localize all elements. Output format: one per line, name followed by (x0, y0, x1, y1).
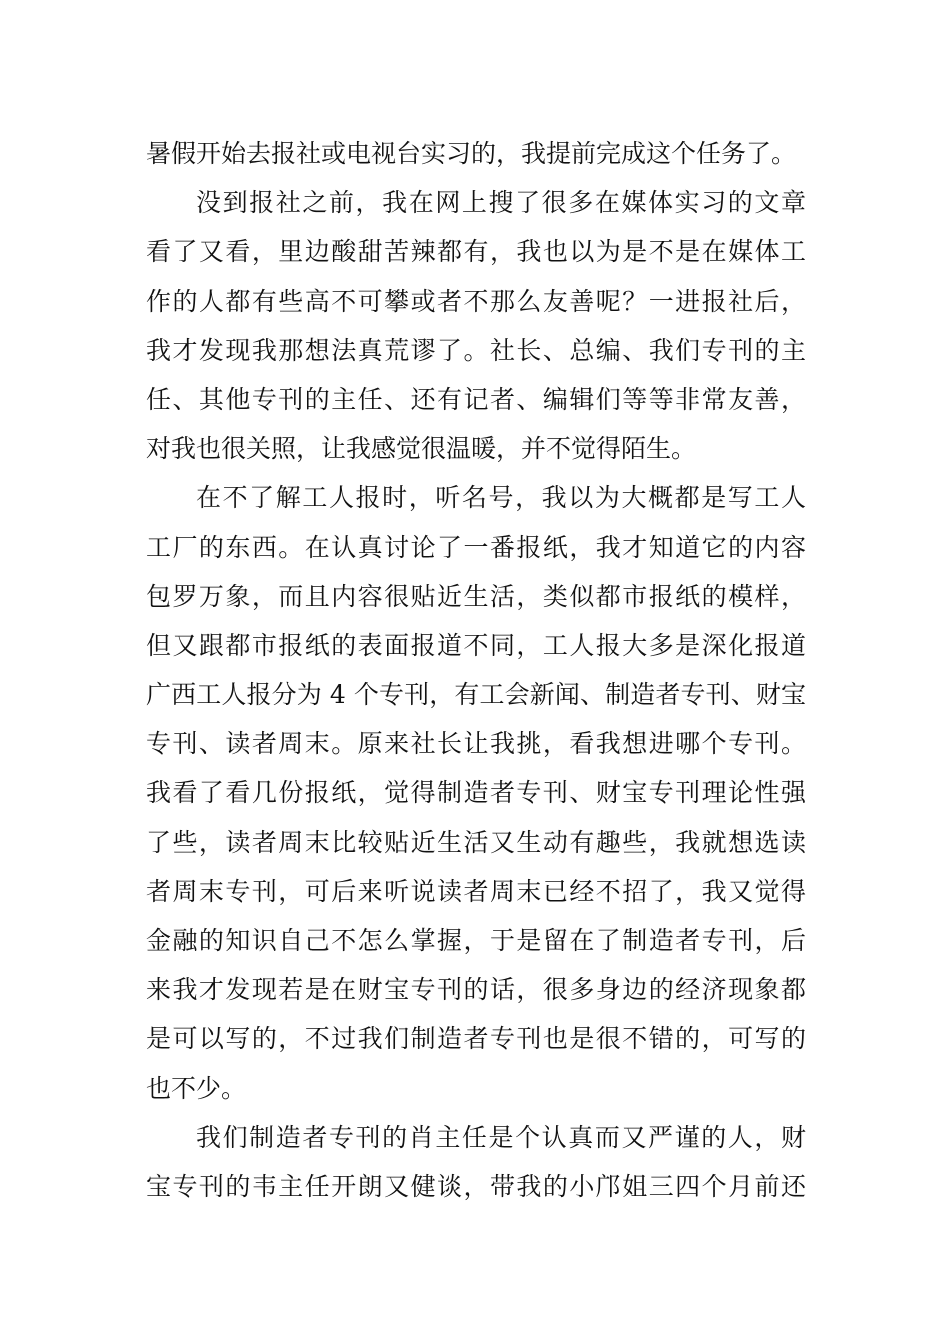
text-line: 专刊、读者周末。原来社长让我挑，看我想进哪个专刊。 (146, 729, 806, 759)
text-line: 者周末专刊，可后来听说读者周末已经不招了，我又觉得 (146, 876, 806, 906)
text-line: 暑假开始去报社或电视台实习的，我提前完成这个任务了。 (146, 139, 797, 168)
text-line: 也不少。 (146, 1073, 247, 1103)
text-line: 作的人都有些高不可攀或者不那么友善呢？一进报社后， (146, 286, 806, 316)
text-line: 我看了看几份报纸，觉得制造者专刊、财宝专刊理论性强 (146, 778, 806, 808)
text-line: 宝专刊的韦主任开朗又健谈，带我的小邝姐三四个月前还 (146, 1171, 806, 1201)
text-line: 我们制造者专刊的肖主任是个认真而又严谨的人，财 (196, 1122, 806, 1152)
text-line: 但又跟都市报纸的表面报道不同，工人报大多是深化报道 (146, 630, 806, 660)
text-line: 任、其他专刊的主任、还有记者、编辑们等等非常友善， (146, 384, 806, 414)
text-line: 了些，读者周末比较贴近生活又生动有趣些，我就想选读 (146, 827, 806, 857)
text-line: 我才发现我那想法真荒谬了。社长、总编、我们专刊的主 (146, 335, 806, 365)
text-line: 广西工人报分为 4 个专刊，有工会新闻、制造者专刊、财宝 (146, 680, 806, 710)
text-line: 看了又看，里边酸甜苦辣都有，我也以为是不是在媒体工 (146, 237, 806, 267)
text-line: 工厂的东西。在认真讨论了一番报纸，我才知道它的内容 (146, 532, 806, 562)
text-line: 没到报社之前，我在网上搜了很多在媒体实习的文章 (196, 188, 806, 218)
text-line: 对我也很关照，让我感觉很温暖，并不觉得陌生。 (146, 434, 697, 464)
text-line: 来我才发现若是在财宝专刊的话，很多身边的经济现象都 (146, 975, 806, 1005)
text-line: 金融的知识自己不怎么掌握，于是留在了制造者专刊，后 (146, 926, 806, 955)
text-line: 在不了解工人报时，听名号，我以为大概都是写工人 (196, 483, 806, 513)
text-line: 包罗万象，而且内容很贴近生活，类似都市报纸的模样， (146, 581, 806, 611)
text-line: 是可以写的，不过我们制造者专刊也是很不错的，可写的 (146, 1024, 806, 1054)
body-text (146, 129, 806, 1211)
